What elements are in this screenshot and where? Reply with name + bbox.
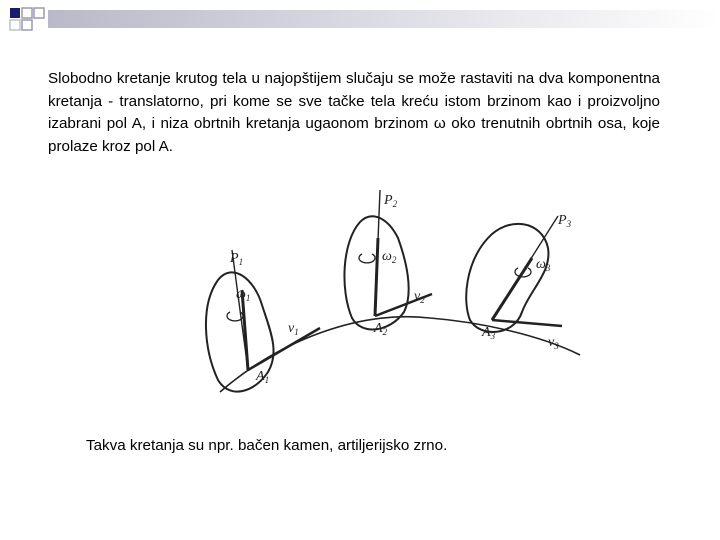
body-1 bbox=[206, 250, 320, 392]
body-1-omega-label: $\omega_1$ bbox=[236, 287, 251, 303]
body-3-pole-label: $A_3$ bbox=[482, 325, 496, 341]
body-3-axis-label: $P_3$ bbox=[558, 213, 572, 229]
body-1-velocity-vector bbox=[248, 328, 320, 370]
body-3-velocity-vector bbox=[492, 320, 562, 326]
body-2-axis-label: $P_2$ bbox=[384, 193, 398, 209]
body-1-velocity-label: $v_1$ bbox=[288, 321, 299, 337]
figure-caption: Takva kretanja su npr. bačen kamen, artiljerijsko zrno. bbox=[86, 437, 448, 454]
body-1-pole-label: $A_1$ bbox=[256, 369, 270, 385]
body-2-rotation-arrow-icon bbox=[359, 254, 375, 263]
body-3 bbox=[466, 213, 571, 351]
body-3-outline bbox=[466, 224, 548, 332]
body-3-velocity-label: $v_3$ bbox=[548, 335, 559, 351]
rigid-body-motion-figure bbox=[170, 180, 590, 420]
body-2-omega-vector bbox=[375, 238, 378, 316]
body-3-omega-vector bbox=[492, 258, 532, 320]
body-2-omega-label: $\omega_2$ bbox=[382, 249, 397, 265]
body-1-axis-label: $P_1$ bbox=[230, 251, 244, 267]
body-2 bbox=[344, 190, 432, 337]
slide-header-decoration bbox=[0, 0, 720, 40]
body-2-velocity-label: $v_2$ bbox=[414, 289, 425, 305]
body-paragraph: Slobodno kretanje krutog tela u najopštijem slučaju se može rastaviti na dva komponentna kretanja - translatorno, pri kome se sve tačke tela kreću istom brzinom kao i proizvoljno izabrani pol A, i niza obrtnih kretanja ugaonom brzinom ω oko trenutnih obrtnih osa, koje prolaze kroz pol A. bbox=[48, 70, 660, 155]
body-2-pole-label: $A_2$ bbox=[374, 321, 388, 337]
body-3-omega-label: $\omega_3$ bbox=[536, 257, 551, 273]
